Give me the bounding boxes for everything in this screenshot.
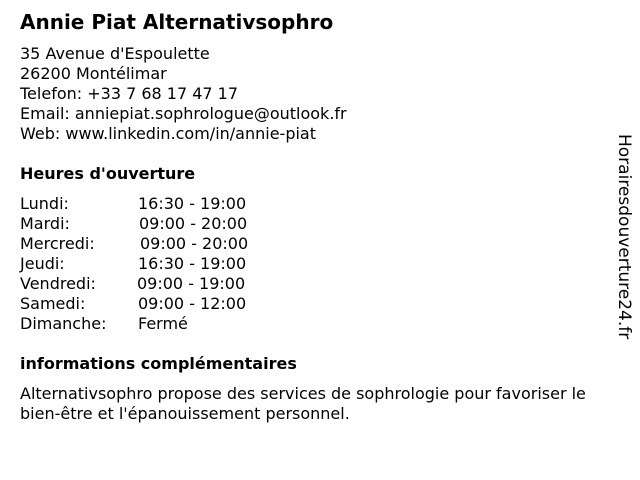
day-label: Jeudi: xyxy=(20,254,65,273)
website-url: Web: www.linkedin.com/in/annie-piat xyxy=(20,124,316,143)
contact-block xyxy=(20,44,347,144)
opening-hours-heading: Heures d'ouverture xyxy=(20,164,196,183)
day-label: Lundi: xyxy=(20,194,69,213)
site-watermark: Horairesdouverture24.fr xyxy=(614,134,634,340)
time-value: 09:00 - 20:00 xyxy=(139,214,248,233)
hours-row-sunday xyxy=(20,314,280,334)
hours-row-wednesday xyxy=(20,234,280,254)
time-value: 16:30 - 19:00 xyxy=(138,254,247,273)
address-city: 26200 Montélimar xyxy=(20,64,167,83)
day-label: Mardi: xyxy=(20,214,70,233)
time-value: Fermé xyxy=(138,314,188,333)
opening-hours-table xyxy=(20,194,280,334)
business-name: Annie Piat Alternativsophro xyxy=(20,10,334,34)
phone-number: Telefon: +33 7 68 17 47 17 xyxy=(20,84,239,103)
email-address: Email: anniepiat.sophrologue@outlook.fr xyxy=(20,104,347,123)
hours-row-saturday xyxy=(20,294,280,314)
time-value: 09:00 - 12:00 xyxy=(138,294,247,313)
day-label: Samedi: xyxy=(20,294,86,313)
day-label: Mercredi: xyxy=(20,234,95,253)
time-value: 09:00 - 20:00 xyxy=(140,234,249,253)
time-value: 16:30 - 19:00 xyxy=(138,194,247,213)
hours-row-tuesday xyxy=(20,214,280,234)
day-label: Dimanche: xyxy=(20,314,107,333)
day-label: Vendredi: xyxy=(20,274,96,293)
hours-row-thursday xyxy=(20,254,280,274)
additional-info-text: Alternativsophro propose des services de sophrologie pour favoriser le bien-être et l'épanouissement personnel. xyxy=(20,384,586,423)
address-street: 35 Avenue d'Espoulette xyxy=(20,44,210,63)
additional-info-heading: informations complémentaires xyxy=(20,354,297,373)
hours-row-friday xyxy=(20,274,280,294)
time-value: 09:00 - 19:00 xyxy=(137,274,246,293)
hours-row-monday xyxy=(20,194,280,214)
